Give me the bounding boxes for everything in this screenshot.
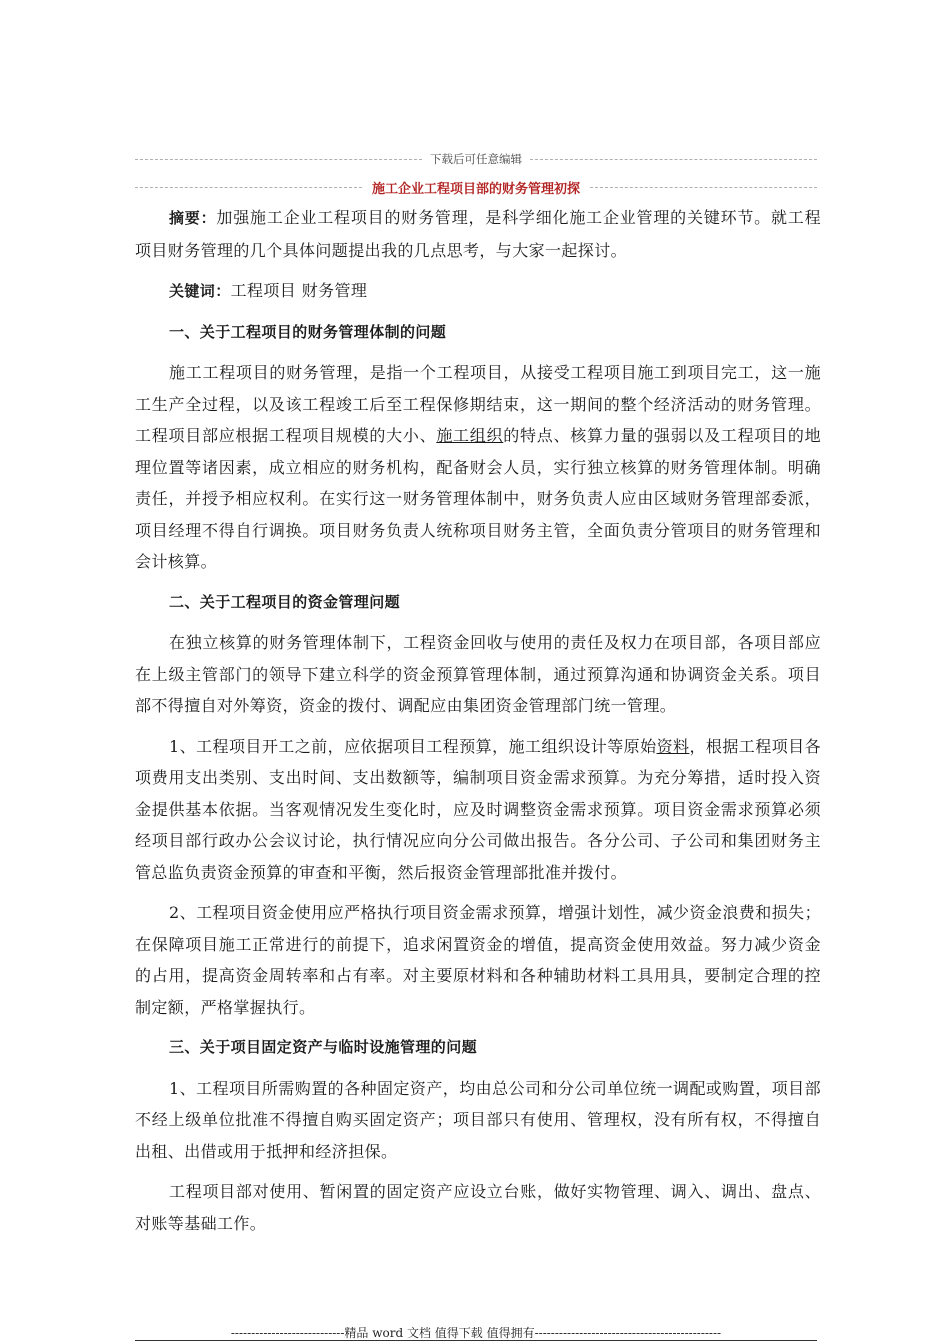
- abstract-paragraph: [135, 202, 821, 266]
- section1-text-a: 施工工程项目的财务管理，是指一个工程项目，从接受工程项目施工到项目完工，这一施工生产全过程，以及该工程竣工后至工程保修期结束，这一期间的整个经济活动的财务管理。工程项目部应根据工程项目规模的大小、: [135, 363, 821, 445]
- section1-paragraph: [135, 357, 821, 578]
- footer-note: ----------------------------精品 word 文档 值得下载 值得拥有----------------------------------------------: [230, 1326, 722, 1340]
- abstract-text: 加强施工企业工程项目的财务管理，是科学细化施工企业管理的关键环节。就工程项目财务管理的几个具体问题提出我的几点思考，与大家一起探讨。: [135, 208, 821, 260]
- section1-heading: 一、关于工程项目的财务管理体制的问题: [169, 322, 447, 341]
- document-body: [135, 202, 821, 1248]
- section2-text-b: ，根据工程项目各项费用支出类别、支出时间、支出数额等，编制项目资金需求预算。为充分筹措，适时投入资金提供基本依据。当客观情况发生变化时，应及时调整资金需求预算。项目资金需求预算必须经项目部行政办公会议讨论，执行情况应向分公司做出报告。各分公司、子公司和集团财务主管总监负责资金预算的审查和平衡，然后报资金管理部批准并拨付。: [135, 736, 821, 882]
- section2-text-a: 1、工程项目开工之前，应依据项目工程预算，施工组织设计等原始: [169, 736, 657, 756]
- dashed-divider: [135, 187, 362, 188]
- footer-rule: [135, 1340, 817, 1341]
- dashed-divider: [530, 159, 817, 160]
- section2-paragraph-1: 在独立核算的财务管理体制下，工程资金回收与使用的责任及权力在项目部，各项目部应在上级主管部门的领导下建立科学的资金预算管理体制，通过预算沟通和协调资金关系。项目部不得擅自对外筹资，资金的拨付、调配应由集团资金管理部门统一管理。: [135, 633, 821, 715]
- keywords-label: 关键词：: [169, 282, 231, 300]
- link-ziliao[interactable]: 资料: [656, 736, 690, 756]
- section1-text-b: 的特点、核算力量的强弱以及工程项目的地理位置等诸因素，成立相应的财务机构，配备财会人员，实行独立核算的财务管理体制。明确责任，并授予相应权利。在实行这一财务管理体制中，财务负责人应由区域财务管理部委派，项目经理不得自行调换。项目财务负责人统称项目财务主管，全面负责分管项目的财务管理和会计核算。: [135, 426, 821, 571]
- dashed-divider: [590, 187, 817, 188]
- section2-paragraph-3: 2、工程项目资金使用应严格执行项目资金需求预算，增强计划性，减少资金浪费和损失；在保障项目施工正常进行的前提下，追求闲置资金的增值，提高资金使用效益。努力减少资金的占用，提高资金周转率和占有率。对主要原材料和各种辅助材料工具用具，要制定合理的控制定额，严格掌握执行。: [135, 903, 821, 1017]
- keywords-paragraph: [135, 275, 821, 308]
- section2-heading: 二、关于工程项目的资金管理问题: [169, 592, 401, 611]
- document-title: 施工企业工程项目部的财务管理初探: [372, 181, 581, 197]
- abstract-label: 摘要：: [169, 209, 217, 227]
- dashed-divider: [135, 159, 422, 160]
- header-note-row: [135, 151, 817, 167]
- keywords-text: 工程项目 财务管理: [230, 281, 368, 300]
- section3-paragraph-1: 1、工程项目所需购置的各种固定资产，均由总公司和分公司单位统一调配或购置，项目部不经上级单位批准不得擅自购买固定资产；项目部只有使用、管理权，没有所有权，不得擅自出租、出借或用于抵押和经济担保。: [135, 1078, 821, 1161]
- section3-heading: 三、关于项目固定资产与临时设施管理的问题: [169, 1038, 478, 1056]
- link-shigong-zuzhi[interactable]: 施工组织: [436, 426, 504, 445]
- document-title-row: [135, 179, 817, 195]
- section3-paragraph-2: 工程项目部对使用、暂闲置的固定资产应设立台账，做好实物管理、调入、调出、盘点、对账等基础工作。: [135, 1182, 821, 1233]
- section2-paragraph-2: [135, 731, 821, 889]
- header-note: 下载后可任意编辑: [430, 152, 522, 166]
